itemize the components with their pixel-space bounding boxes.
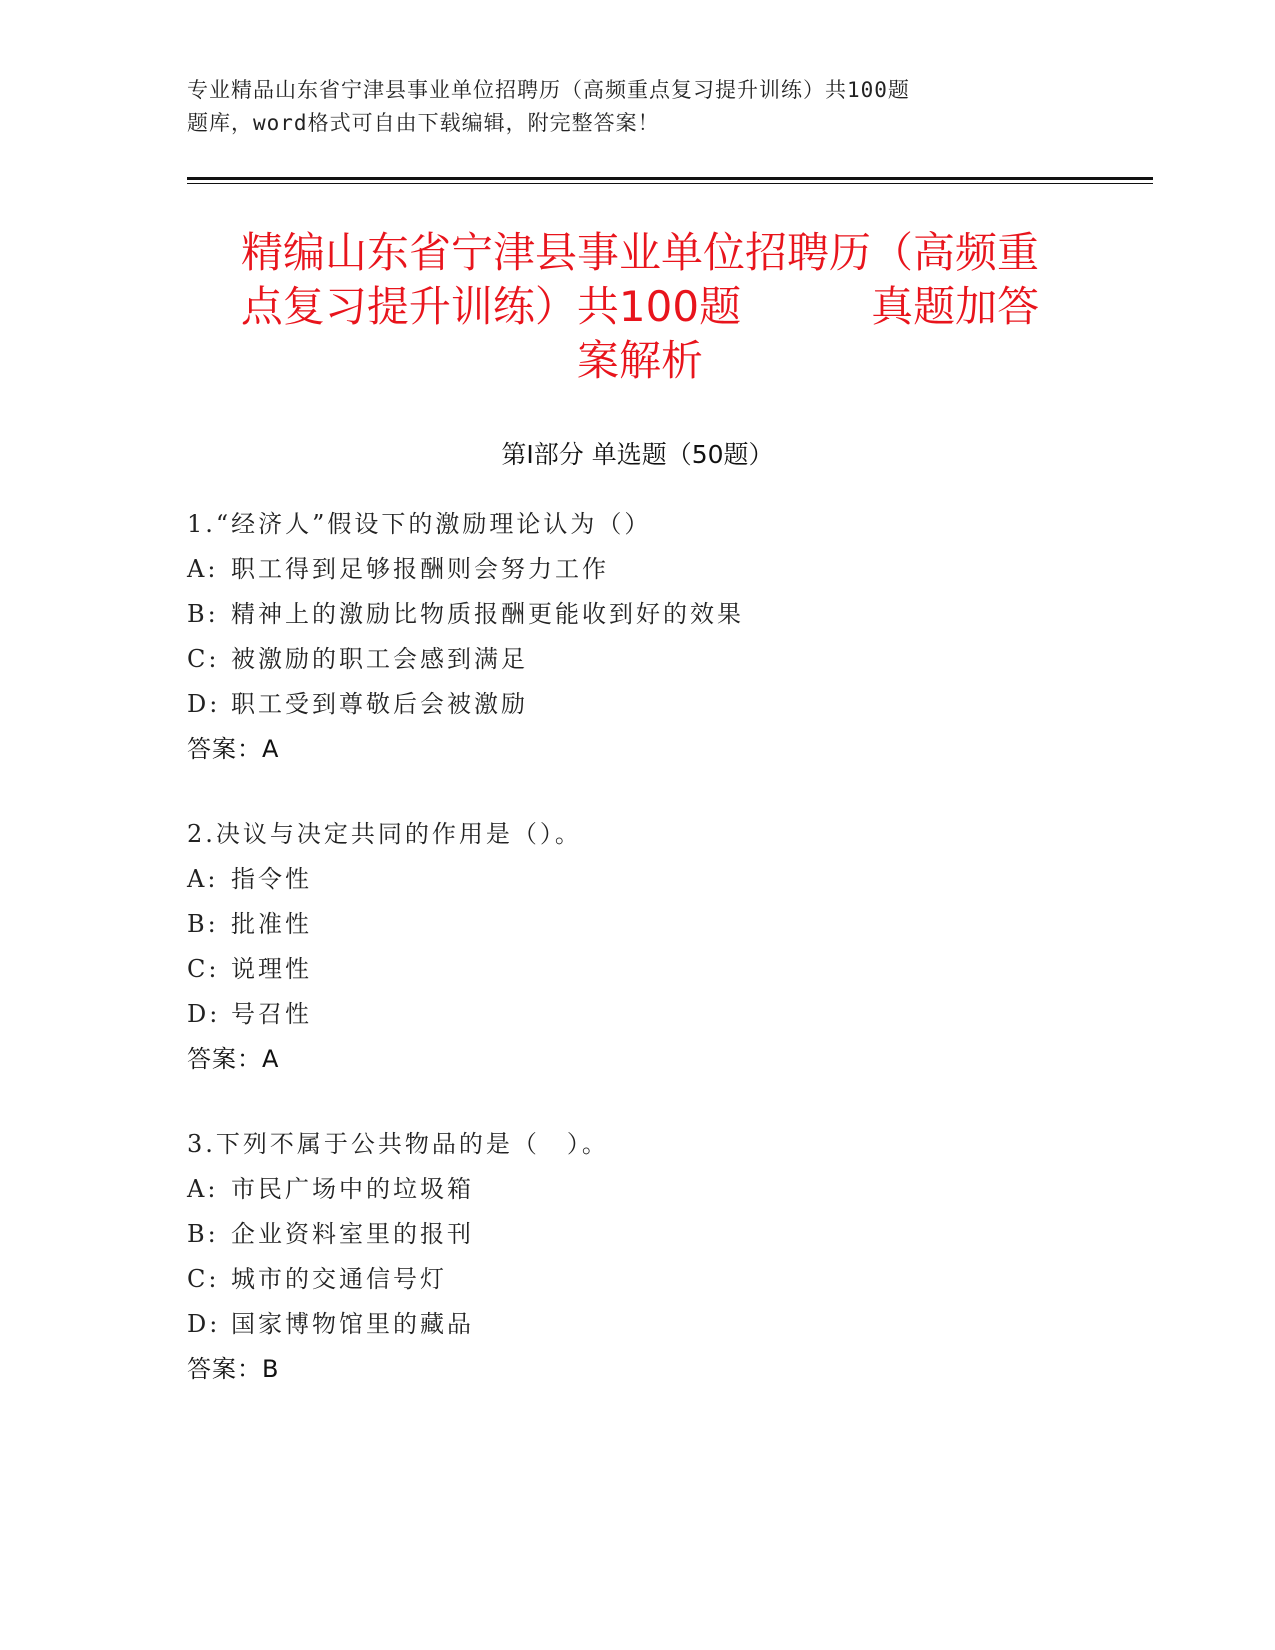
option-label: C: [187,645,220,673]
option-c [187,637,1087,682]
option-a [187,547,1087,592]
option-text: 被激励的职工会感到满足 [231,645,528,673]
question-2 [187,812,1087,1082]
question-stem: 1.“经济人”假设下的激励理论认为（） [187,510,652,538]
answer-line: 答案：A [187,735,280,763]
option-label: A: [187,555,219,583]
option-b [187,902,1087,947]
option-text: 说理性 [231,955,312,983]
option-b [187,592,1087,637]
option-c [187,947,1087,992]
question-stem: 3.下列不属于公共物品的是（ ）。 [187,1130,609,1158]
header-note [187,74,1027,140]
option-c [187,1257,1087,1302]
option-text: 企业资料室里的报刊 [231,1220,474,1248]
option-d [187,1302,1087,1347]
header-divider-thick [187,177,1153,180]
title-line-2 [190,280,1090,334]
option-a [187,1167,1087,1212]
option-d [187,682,1087,727]
option-label: D: [187,1000,221,1028]
option-label: B: [187,910,219,938]
question-3 [187,1122,1087,1392]
option-text: 指令性 [231,865,312,893]
option-text: 职工得到足够报酬则会努力工作 [231,555,609,583]
option-label: C: [187,955,220,983]
option-label: A: [187,865,219,893]
header-note-line-2: 题库，word格式可自由下载编辑，附完整答案！ [187,111,660,135]
header-note-line-1: 专业精品山东省宁津县事业单位招聘历（高频重点复习提升训练）共100题 [187,78,910,102]
title-line-2-part-1: 点复习提升训练）共100题 [240,282,742,331]
question-stem: 2.决议与决定共同的作用是（）。 [187,820,582,848]
option-d [187,992,1087,1037]
option-text: 国家博物馆里的藏品 [231,1310,474,1338]
title-line-2-part-2: 真题加答 [871,282,1040,331]
answer-line: 答案：A [187,1045,280,1073]
title-line-3: 案解析 [576,336,703,385]
option-text: 精神上的激励比物质报酬更能收到好的效果 [231,600,744,628]
header-divider-thin [187,183,1153,184]
option-label: B: [187,600,219,628]
option-label: D: [187,690,221,718]
option-label: D: [187,1310,221,1338]
option-label: C: [187,1265,220,1293]
option-b [187,1212,1087,1257]
option-label: A: [187,1175,219,1203]
option-text: 职工受到尊敬后会被激励 [231,690,528,718]
document-title [190,226,1090,388]
option-text: 市民广场中的垃圾箱 [231,1175,474,1203]
answer-line: 答案：B [187,1355,280,1383]
question-1 [187,502,1087,772]
option-text: 号召性 [231,1000,312,1028]
option-a [187,857,1087,902]
option-text: 城市的交通信号灯 [231,1265,447,1293]
option-text: 批准性 [231,910,312,938]
option-label: B: [187,1220,219,1248]
title-line-1: 精编山东省宁津县事业单位招聘历（高频重 [240,228,1039,277]
section-heading: 第Ⅰ部分 单选题（50题） [501,440,774,469]
